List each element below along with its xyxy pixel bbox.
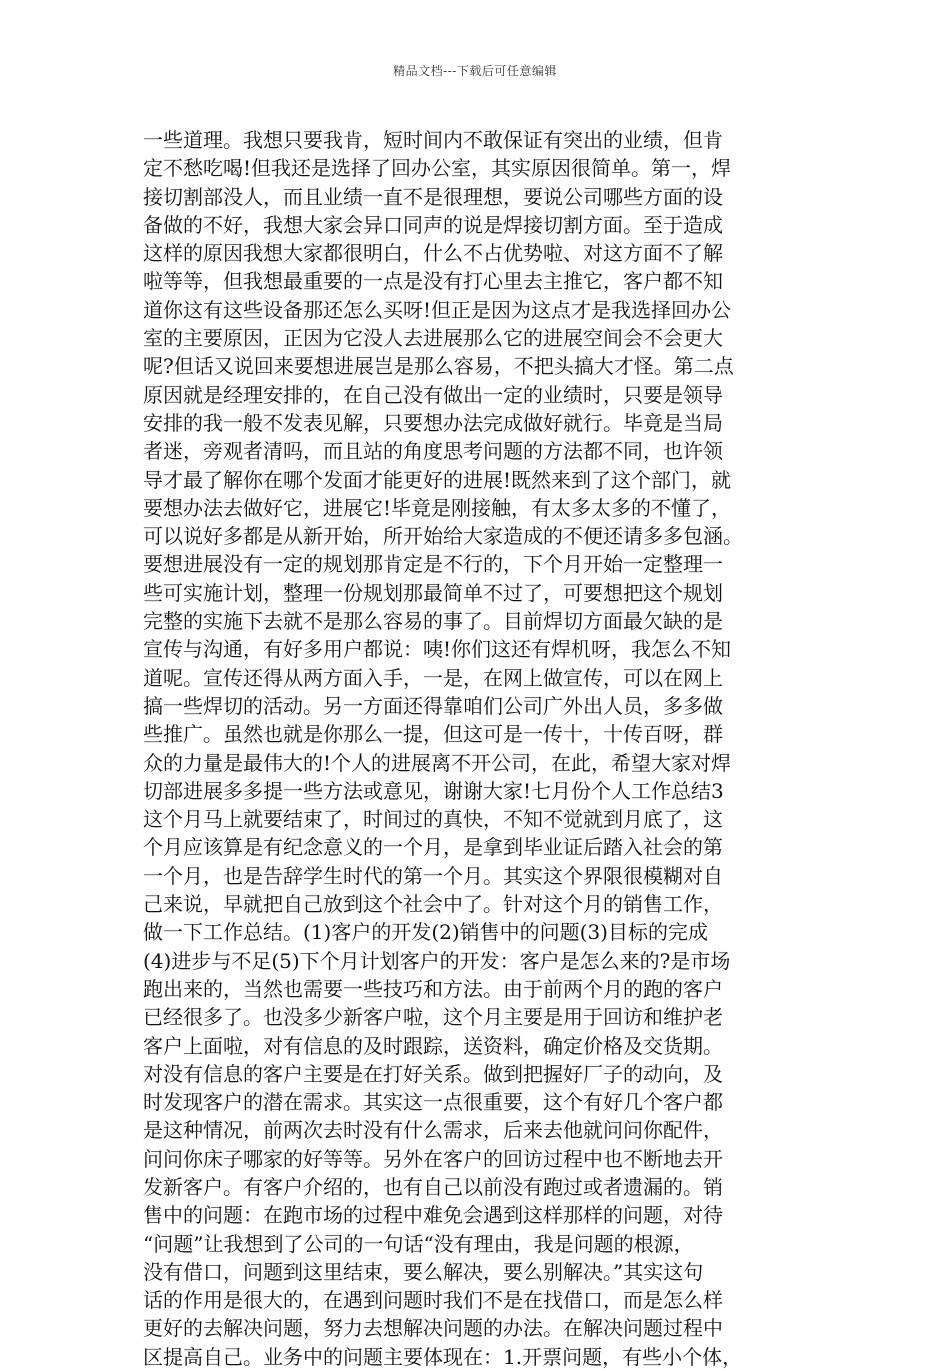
text-line: 是这种情况，前两次去时没有什么需求，后来去他就问问你配件， [143, 1118, 723, 1143]
body-text [143, 126, 828, 1371]
text-line: 呢?但话又说回来要想进展岂是那么容易，不把头搞大才怪。第二点 [143, 354, 734, 379]
text-line: 要想进展没有一定的规划那肯定是不行的，下个月开始一定整理一 [143, 552, 723, 577]
text-line: 些可实施计划，整理一份规划那最简单不过了，可要想把这个规划 [143, 580, 723, 605]
text-line: 备做的不好，我想大家会异口同声的说是焊接切割方面。至于造成 [143, 212, 723, 237]
text-line: 啦等等，但我想最重要的一点是没有打心里去主推它，客户都不知 [143, 269, 723, 294]
text-line: 道你这有这些设备那还怎么买呀!但正是因为这点才是我选择回办公 [143, 297, 732, 322]
text-line: 要想办法去做好它，进展它!毕竟是刚接触，有太多太多的不懂了， [143, 495, 732, 520]
text-line: 时发现客户的潜在需求。其实这一点很重要，这个有好几个客户都 [143, 1090, 723, 1115]
text-line: 做一下工作总结。(1)客户的开发(2)销售中的问题(3)目标的完成 [143, 920, 708, 945]
text-line: 安排的我一般不发表见解，只要想办法完成做好就行。毕竟是当局 [143, 410, 723, 435]
text-line: 没有借口，问题到这里结束，要么解决，要么别解决。”其实这句 [143, 1259, 704, 1284]
text-line: 道呢。宣传还得从两方面入手，一是，在网上做宣传，可以在网上 [143, 665, 723, 690]
text-line: 导才最了解你在哪个发面才能更好的进展!既然来到了这个部门，就 [143, 467, 732, 492]
text-line: 更好的去解决问题，努力去想解决问题的办法。在解决问题过程中 [143, 1316, 723, 1341]
text-line: 宣传与沟通，有好多用户都说：咦!你们这还有焊机呀，我怎么不知 [143, 637, 732, 662]
text-line: 定不愁吃喝!但我还是选择了回办公室，其实原因很简单。第一，焊 [143, 156, 732, 181]
text-line: 个月应该算是有纪念意义的一个月，是拿到毕业证后踏入社会的第 [143, 835, 723, 860]
text-line: 者迷，旁观者清吗，而且站的角度思考问题的方法都不同，也许领 [143, 439, 723, 464]
text-line: 这样的原因我想大家都很明白，什么不占优势啦、对这方面不了解 [143, 241, 723, 266]
text-line: 话的作用是很大的，在遇到问题时我们不是在找借口，而是怎么样 [143, 1288, 723, 1313]
text-line: 对没有信息的客户主要是在打好关系。做到把握好厂子的动向，及 [143, 1061, 723, 1086]
page-header: 精品文档---下载后可任意编辑 [393, 64, 557, 78]
text-line: 客户上面啦，对有信息的及时跟踪，送资料，确定价格及交货期。 [143, 1033, 723, 1058]
text-line: 原因就是经理安排的，在自己没有做出一定的业绩时，只要是领导 [143, 382, 723, 407]
text-line: 室的主要原因，正因为它没人去进展那么它的进展空间会不会更大 [143, 326, 723, 351]
text-line: 些推广。虽然也就是你那么一提，但这可是一传十，十传百呀，群 [143, 722, 723, 747]
text-line: 售中的问题：在跑市场的过程中难免会遇到这样那样的问题，对待 [143, 1203, 723, 1228]
text-line: 可以说好多都是从新开始，所开始给大家造成的不便还请多多包涵。 [143, 524, 743, 549]
text-line: 一个月，也是告辞学生时代的第一个月。其实这个界限很模糊对自 [143, 863, 723, 888]
text-line: 已经很多了。也没多少新客户啦，这个月主要是用于回访和维护老 [143, 1005, 723, 1030]
text-line: 众的力量是最伟大的!个人的进展离不开公司，在此，希望大家对焊 [143, 750, 732, 775]
text-line: 发新客户。有客户介绍的，也有自己以前没有跑过或者遗漏的。销 [143, 1174, 723, 1199]
text-line: “问题”让我想到了公司的一句话“没有理由，我是问题的根源， [143, 1231, 694, 1256]
text-line: 切部进展多多提一些方法或意见，谢谢大家!七月份个人工作总结3 [143, 778, 724, 803]
text-line: 问问你床子哪家的好等等。另外在客户的回访过程中也不断地去开 [143, 1146, 723, 1171]
text-line: 这个月马上就要结束了，时间过的真快，不知不觉就到月底了，这 [143, 807, 723, 832]
text-line: 区提高自己。业务中的问题主要体现在：1.开票问题，有些小个体， [143, 1344, 743, 1369]
text-line: 完整的实施下去就不是那么容易的事了。目前焊切方面最欠缺的是 [143, 609, 723, 634]
text-line: 搞一些焊切的活动。另一方面还得靠咱们公司广外出人员，多多做 [143, 693, 723, 718]
text-line: (4)进步与不足(5)下个月计划客户的开发：客户是怎么来的?是市场 [143, 948, 731, 973]
text-line: 跑出来的，当然也需要一些技巧和方法。由于前两个月的跑的客户 [143, 976, 723, 1001]
text-line: 一些道理。我想只要我肯，短时间内不敢保证有突出的业绩，但肯 [143, 128, 723, 152]
text-line: 己来说，早就把自己放到这个社会中了。针对这个月的销售工作， [143, 892, 723, 917]
text-line: 接切割部没人，而且业绩一直不是很理想，要说公司哪些方面的设 [143, 184, 723, 209]
